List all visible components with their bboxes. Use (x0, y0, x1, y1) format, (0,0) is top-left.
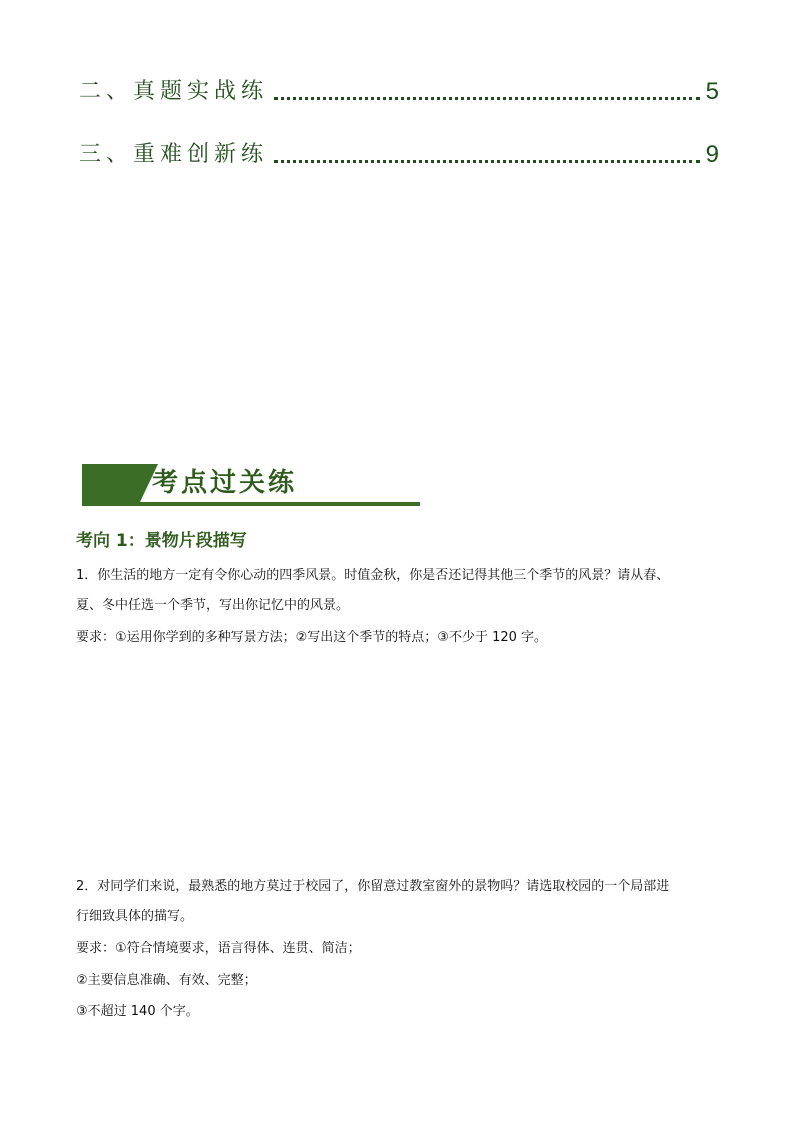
banner-title: 考点过关练 (152, 468, 298, 498)
banner-block (82, 464, 140, 502)
toc-leader-dots (274, 97, 700, 100)
question-requirement: ③不超过 140 个字。 (76, 1004, 199, 1019)
section-heading: 考向 1：景物片段描写 (76, 531, 247, 551)
question-line: 2．对同学们来说，最熟悉的地方莫过于校园了，你留意过教室窗外的景物吗？请选取校园的一个局部进 (76, 879, 670, 894)
toc-item-page: 9 (705, 141, 719, 168)
toc-item-title: 三、重难创新练 (79, 142, 269, 167)
question-line: 1．你生活的地方一定有令你心动的四季风景。时值金秋，你是否还记得其他三个季节的风景？请从春、 (76, 568, 670, 583)
question-requirement: 要求：①符合情境要求，语言得体、连贯、简洁； (76, 941, 361, 956)
section-banner (82, 464, 420, 508)
question-line: 夏、冬中任选一个季节，写出你记忆中的风景。 (76, 598, 350, 613)
toc-item[interactable] (79, 77, 719, 107)
banner-underline (82, 502, 420, 506)
question-line: 行细致具体的描写。 (76, 909, 194, 924)
toc-leader-dots (274, 160, 700, 163)
question-requirement: ②主要信息准确、有效、完整； (76, 973, 257, 988)
question-requirement: 要求：①运用你学到的多种写景方法；②写出这个季节的特点；③不少于 120 字。 (76, 630, 548, 645)
toc-item[interactable] (79, 140, 719, 170)
toc-item-page: 5 (705, 78, 719, 105)
toc-item-title: 二、真题实战练 (79, 79, 269, 104)
